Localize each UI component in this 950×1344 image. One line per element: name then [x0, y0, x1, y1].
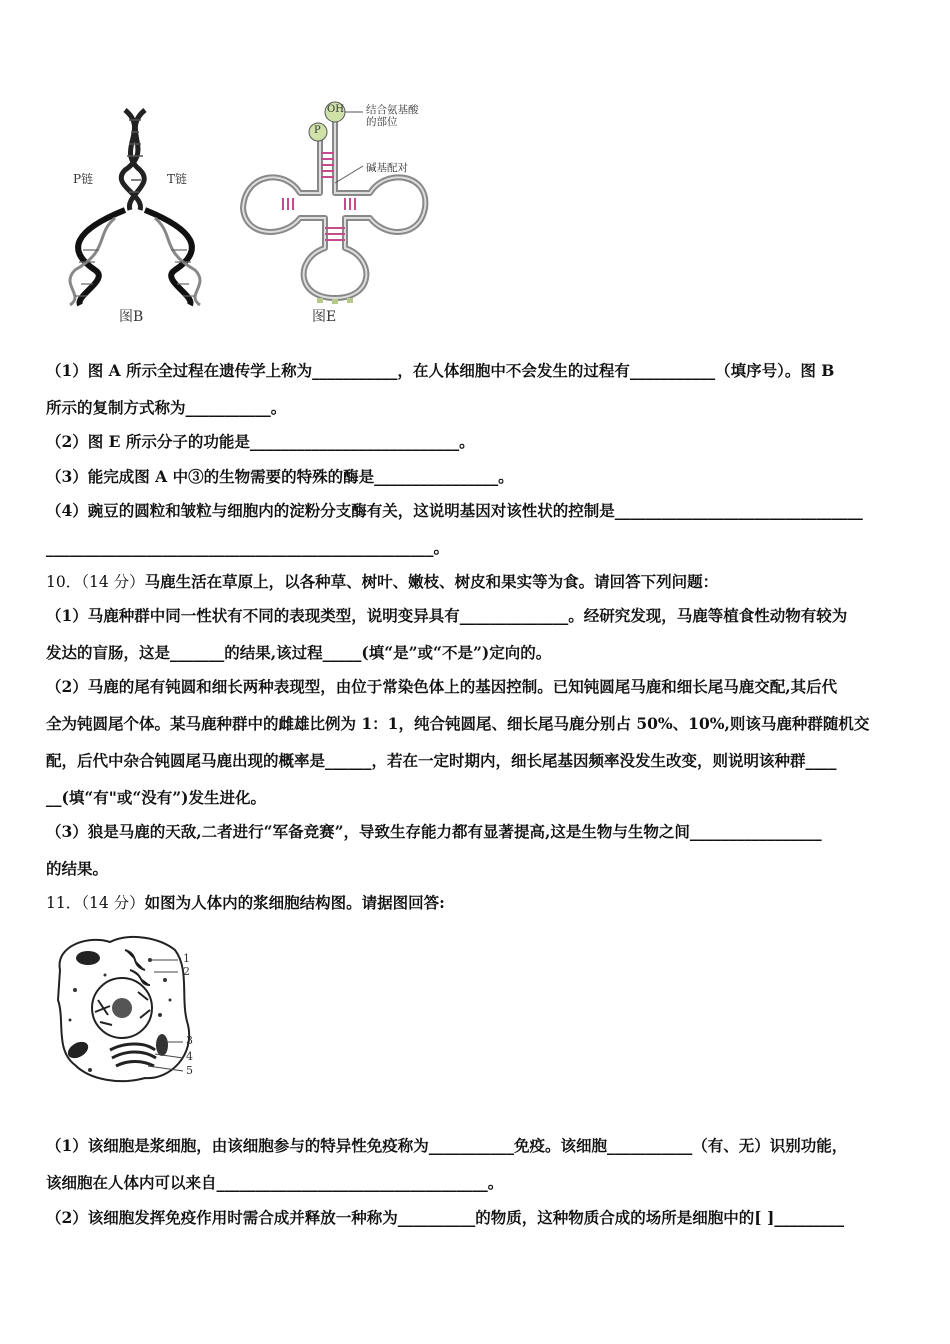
- trna-note-amino-acid: 结合氨基酸: [366, 104, 419, 116]
- q9-part1-line1: （1）图 A 所示全过程在遗传学上称为___________，在人体细胞中不会发生的过程有___________（填序号）。图 B: [46, 361, 835, 380]
- figure-b-caption: 图B: [119, 309, 144, 325]
- dna-t-strand-label: T链: [167, 172, 188, 186]
- q11-part1-line1: （1）该细胞是浆细胞，由该细胞参与的特异性免疫称为___________免疫。该细胞___________（有、无）识别功能，: [46, 1136, 848, 1155]
- cell-label-2: 2: [183, 965, 190, 978]
- trna-note-base-pairing: 碱基配对: [366, 162, 408, 174]
- q10-part1-line2: 发达的盲肠，这是_______的结果,该过程_____(填“是”或“不是”)定向的。: [46, 643, 552, 662]
- q9-part4-line1: （4）豌豆的圆粒和皱粒与细胞内的淀粉分支酶有关，这说明基因对该性状的控制是________________________________: [46, 501, 863, 520]
- q10-part2-line3: 配，后代中杂合钝圆尾马鹿出现的概率是______，若在一定时期内，细长尾基因频率没发生改变，则说明该种群____: [46, 751, 837, 770]
- trna-p-label: P: [314, 125, 321, 136]
- cell-label-5: 5: [186, 1064, 193, 1077]
- q11-number: 11．（14 分）: [46, 894, 145, 912]
- q10-part3-line1: （3）狼是马鹿的天敌,二者进行“军备竞赛”，导致生存能力都有显著提高,这是生物与生物之间_________________: [46, 822, 822, 841]
- q11-title: 如图为人体内的浆细胞结构图。请据图回答:: [144, 893, 445, 912]
- dna-p-strand-label: P链: [73, 172, 94, 186]
- figure-e-caption: 图E: [312, 309, 337, 325]
- q11-part1-line2: 该细胞在人体内可以来自___________________________________。: [46, 1173, 504, 1192]
- q9-part2: （2）图 E 所示分子的功能是___________________________。: [46, 432, 475, 451]
- q9-part4-line2: __________________________________________________。: [46, 538, 450, 557]
- q10-part3-line2: 的结果。: [46, 859, 109, 878]
- q10-part1-line1: （1）马鹿种群中同一性状有不同的表现类型，说明变异具有______________。经研究发现，马鹿等植食性动物有较为: [46, 606, 848, 625]
- trna-figure: [235, 98, 435, 330]
- trna-note-site: 的部位: [366, 116, 398, 128]
- q9-part1-line2: 所示的复制方式称为___________。: [46, 398, 287, 417]
- cell-label-4: 4: [186, 1050, 193, 1063]
- q10-title: 马鹿生活在草原上，以各种草、树叶、嫩枝、树皮和果实等为食。请回答下列问题：: [144, 572, 719, 591]
- q10-heading: [46, 572, 906, 592]
- cell-label-1: 1: [183, 952, 190, 965]
- trna-oh-label: OH: [327, 104, 344, 115]
- dna-replication-figure: [55, 100, 215, 330]
- q10-part2-line2: 全为钝圆尾个体。某马鹿种群中的雌雄比例为 1：1，纯合钝圆尾、细长尾马鹿分别占 50%、10%,则该马鹿种群随机交: [46, 714, 870, 733]
- q10-part2-line4: __(填“有"或“没有”)发生进化。: [46, 788, 266, 807]
- plasma-cell-figure: [50, 930, 210, 1090]
- trna-cloverleaf-drawing: [235, 98, 435, 308]
- q10-number: 10．（14 分）: [46, 573, 145, 591]
- dna-helix-drawing: [55, 100, 215, 310]
- q11-part2-line1: （2）该细胞发挥免疫作用时需合成并释放一种称为__________的物质，这种物质合成的场所是细胞中的[ ]_________: [46, 1208, 845, 1227]
- q10-part2-line1: （2）马鹿的尾有钝圆和细长两种表现型，由位于常染色体上的基因控制。已知钝圆尾马鹿和细长尾马鹿交配,其后代: [46, 677, 838, 696]
- cell-label-3: 3: [186, 1034, 193, 1047]
- q9-part3: （3）能完成图 A 中③的生物需要的特殊的酶是________________。: [46, 467, 514, 486]
- q11-heading: [46, 893, 906, 913]
